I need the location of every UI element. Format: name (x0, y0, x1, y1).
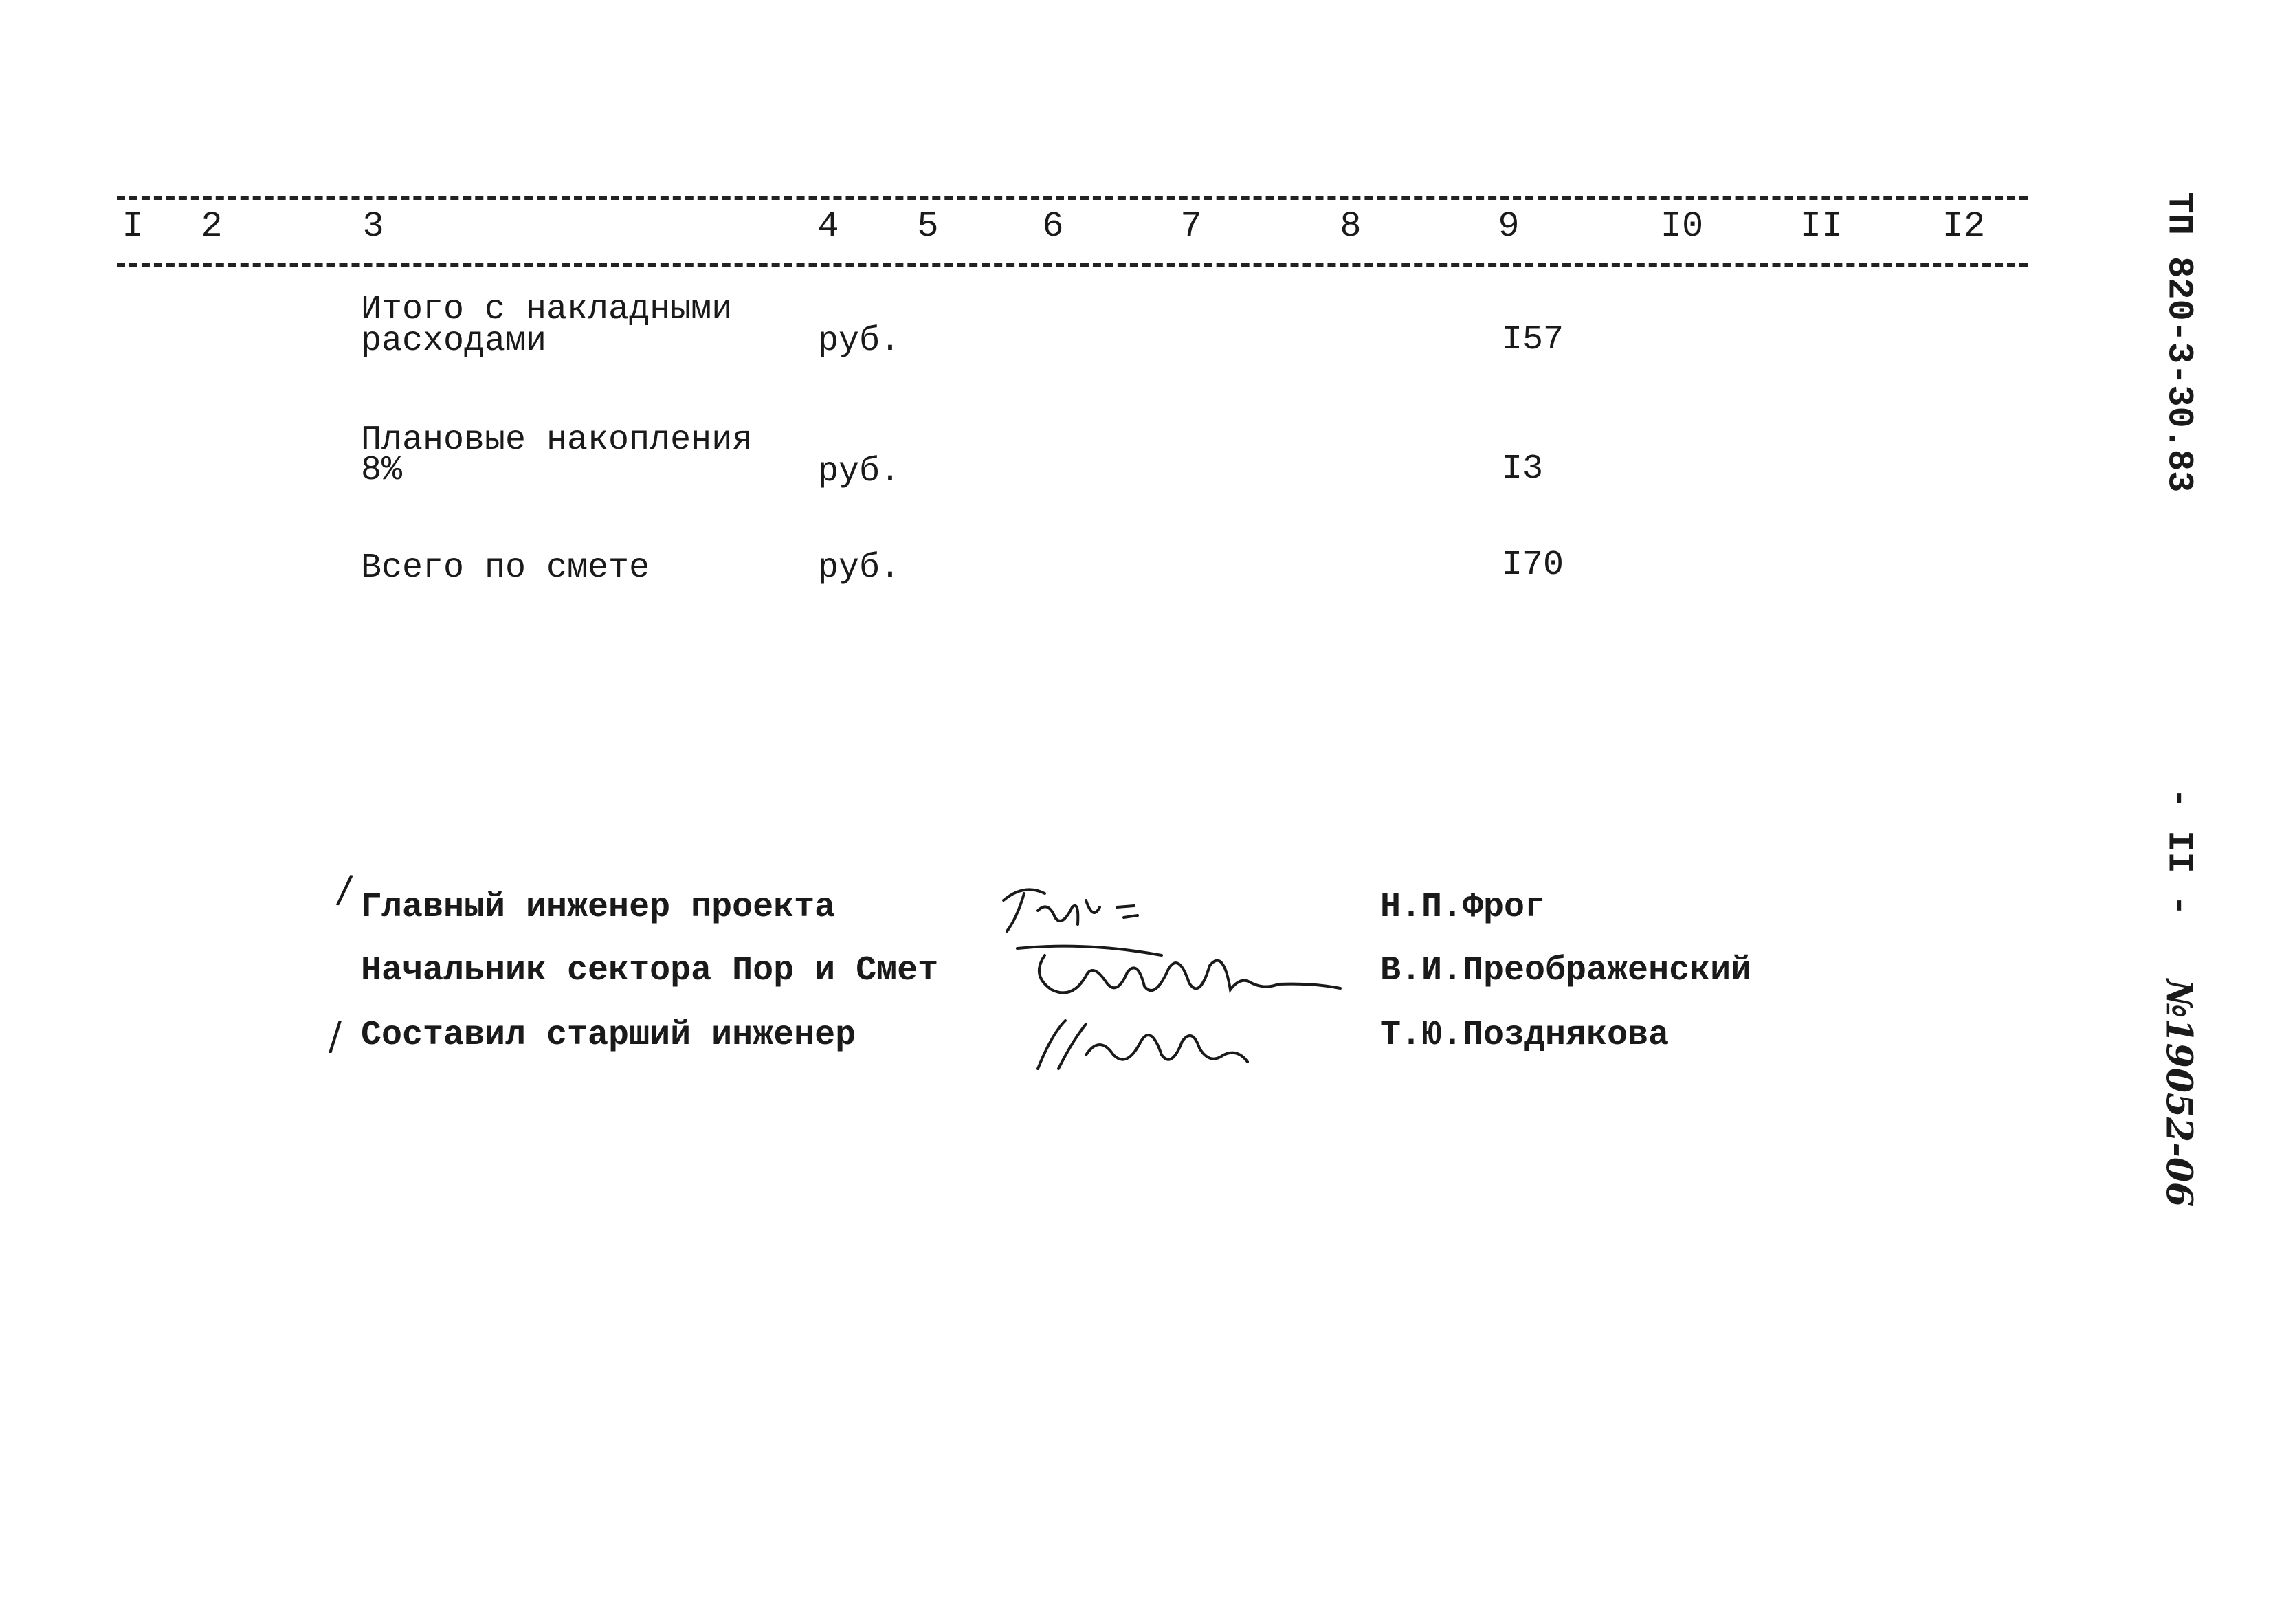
column-number-6: 6 (1042, 206, 1064, 247)
column-number-9: 9 (1498, 206, 1520, 247)
column-number-4: 4 (817, 206, 839, 247)
row-unit: руб. (818, 548, 901, 588)
signature-3 (1024, 1007, 1258, 1089)
row-value: I57 (1502, 320, 1564, 359)
row-label-line1: Всего по смете (361, 548, 650, 588)
signature-2 (1004, 935, 1347, 1017)
signatory-name: В.И.Преображенский (1380, 951, 1752, 990)
row-label-line1: Плановые накопления (361, 421, 753, 460)
signatory-position: Начальник сектора Пор и Смет (361, 951, 939, 990)
column-number-1: I (122, 206, 144, 247)
column-number-5: 5 (917, 206, 939, 247)
row-unit: руб. (818, 322, 901, 361)
row-value: I70 (1502, 546, 1564, 585)
signatory-name: Н.П.Фрог (1380, 888, 1546, 927)
row-label-line2: 8% (361, 451, 403, 490)
signatory-position: Главный инженер проекта (361, 888, 836, 927)
column-number-3: 3 (362, 206, 384, 247)
signatory-name: Т.Ю.Позднякова (1380, 1016, 1670, 1055)
column-number-12: I2 (1942, 206, 1986, 247)
column-number-11: II (1799, 206, 1843, 247)
inventory-number: №19052-06 (2158, 979, 2200, 1208)
header-top-rule (117, 196, 2028, 200)
margin-check-mark: / (335, 867, 355, 913)
column-number-2: 2 (201, 206, 223, 247)
page-number: - II - (2158, 787, 2199, 917)
row-unit: руб. (818, 452, 901, 491)
signature-1 (997, 880, 1155, 942)
column-number-10: I0 (1660, 206, 1704, 247)
signatory-position: Составил старший инженер (361, 1016, 856, 1055)
row-label-line2: расходами (361, 322, 547, 361)
document-code: ТП 820-3-30.83 (2158, 192, 2199, 493)
column-number-7: 7 (1180, 206, 1202, 247)
column-number-8: 8 (1340, 206, 1362, 247)
margin-check-mark: / (329, 1014, 342, 1059)
row-value: I3 (1502, 449, 1544, 489)
row-label-line1: Итого с накладными (361, 290, 733, 329)
header-bottom-rule (117, 263, 2028, 267)
